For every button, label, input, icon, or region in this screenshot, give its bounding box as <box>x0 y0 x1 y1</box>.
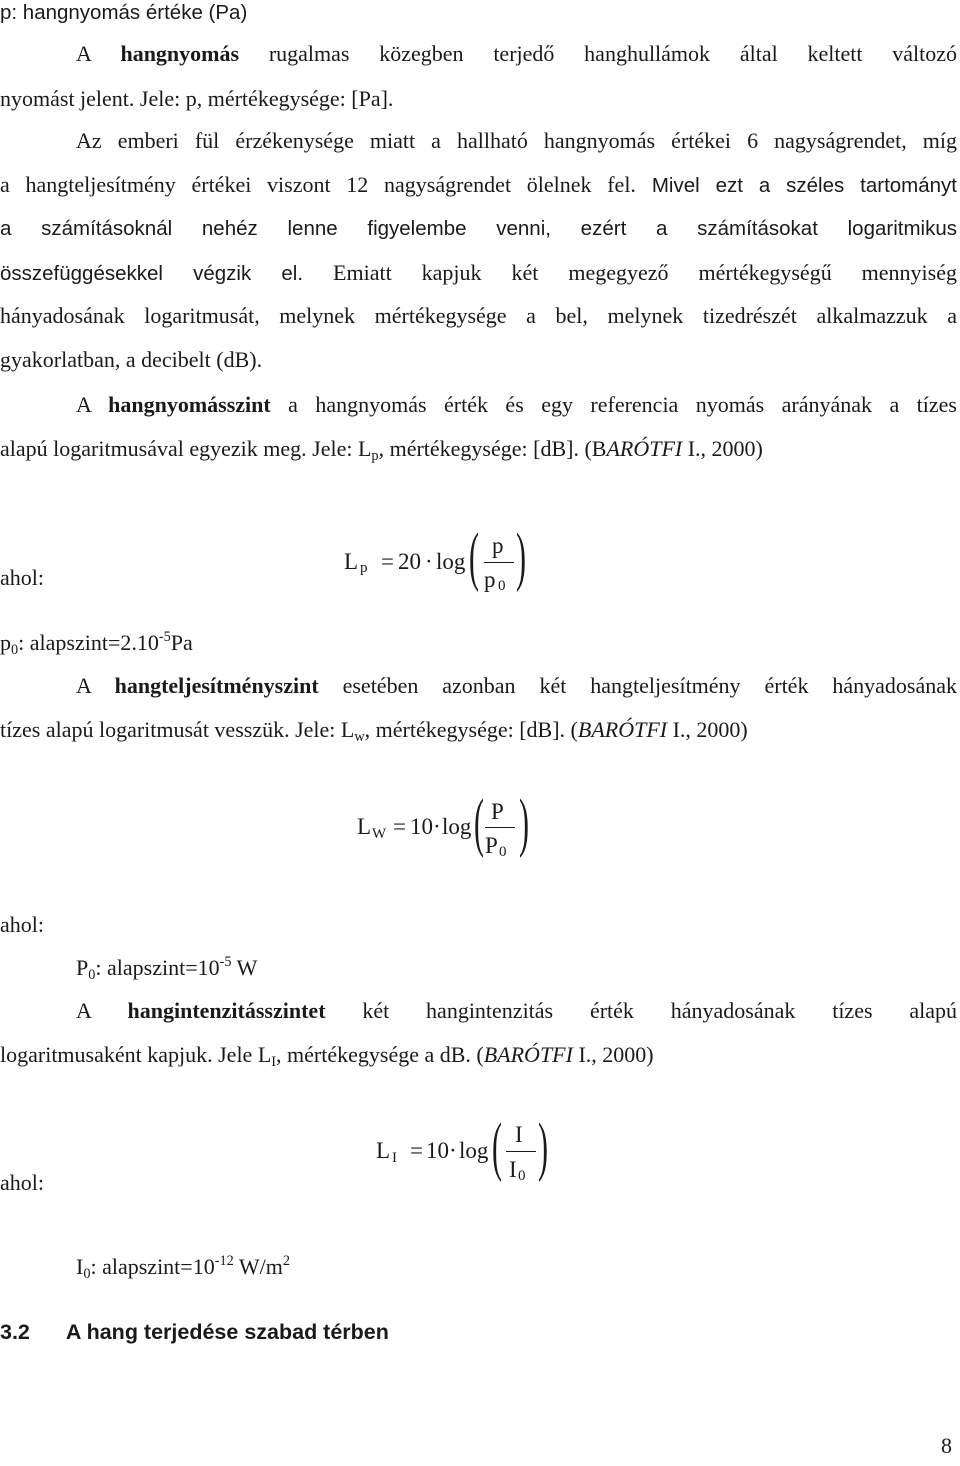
section-heading <box>0 1318 389 1346</box>
p-definition: p: hangnyomás értéke (Pa) <box>0 1 248 24</box>
ahol-label-2: ahol: <box>0 912 44 937</box>
formula3-coef: 10 <box>426 1138 449 1163</box>
formula3-fraction-bar <box>506 1151 536 1152</box>
formula1-fraction-bar <box>484 562 514 563</box>
para-sensitivity-line6: gyakorlatban, a decibelt (dB). <box>0 347 263 372</box>
para-hangnyomasszint-line1: A hangnyomásszint a hangnyomás érték és egy referencia nyomás arányának a tízes <box>76 392 957 417</box>
para-sensitivity-line2: a hangteljesítmény értékei viszont 12 nagyságrendet ölelnek fel. Mivel ezt a széles tartományt <box>0 172 957 197</box>
para-hangintenzitasszint-line2: logaritmusaként kapjuk. Jele $L_I$, mértékegysége a dB. (BARÓTFI I., 2000) <box>0 1042 654 1070</box>
term-hangteljesitmenyszint: hangteljesítményszint <box>114 673 319 698</box>
formula2-coef: 10 <box>410 814 433 839</box>
formula3-L-sub: I <box>392 1150 397 1166</box>
formula1-denominator: p <box>484 567 496 592</box>
p0-definition: $p_0$: $alapszint=2.10^{-5}Pa$ <box>0 629 193 658</box>
para-hangnyomas-line2: nyomást jelent. Jele: p, mértékegysége: [Pa]. <box>0 86 394 111</box>
term-hangnyomas: hangnyomás <box>120 41 240 66</box>
formula2-fraction-bar <box>485 827 515 828</box>
formula1-eq: = <box>381 549 394 574</box>
para-hangnyomasszint-line2: alapú logaritmusával egyezik meg. Jele: $L_p$, mértékegysége: [dB]. (BARÓTFI I., 2000) <box>0 436 763 464</box>
formula2-dot: · <box>433 814 441 839</box>
term-hangnyomasszint: hangnyomásszint <box>108 392 271 417</box>
formula3-left-paren: ( <box>492 1111 502 1184</box>
formula2-eq: = <box>393 814 406 839</box>
para-hangteljesitmenyszint-line1: A hangteljesítményszint esetében azonban két hangteljesítmény érték hányadosának <box>76 673 957 698</box>
para-sensitivity-line4: összefüggésekkel végzik el. Emiatt kapjuk két megegyező mértékegységű mennyiség <box>0 260 957 285</box>
formula2-right-paren: ) <box>519 787 529 860</box>
formula3-denominator-sub: 0 <box>518 1168 526 1184</box>
formula2-L-sub: W <box>372 826 387 842</box>
formula1-dot: · <box>425 549 433 574</box>
formula1-left-paren: ( <box>469 521 479 594</box>
para-sensitivity-line5: hányadosának logaritmusát, melynek mértékegysége a bel, melynek tizedrészét alkalmazzuk a <box>0 303 957 328</box>
formula2-numerator: P <box>491 799 504 824</box>
formula1-denominator-sub: 0 <box>498 578 506 594</box>
formula3-right-paren: ) <box>538 1111 548 1184</box>
para-hangnyomas-line1: A hangnyomás rugalmas közegben terjedő hanghullámok által keltett változó <box>76 41 957 66</box>
formula3-log: log <box>459 1138 489 1163</box>
page-number: 8 <box>941 1433 952 1458</box>
formula1-coef: 20 <box>398 549 421 574</box>
formula1-L: L <box>344 549 359 574</box>
formula3-denominator: I <box>509 1157 517 1182</box>
ahol-label-3: ahol: <box>0 1170 44 1195</box>
formula3-dot: · <box>449 1138 457 1163</box>
formula1-numerator: p <box>492 533 504 558</box>
formula2-left-paren: ( <box>474 787 484 860</box>
ahol-label-1: ahol: <box>0 565 44 590</box>
formula3-L: L <box>376 1138 391 1163</box>
I0-definition: $I_0$: $alapszint=10^{-12}$ $W/m^2$ <box>76 1253 291 1282</box>
formula2-L: L <box>357 814 372 839</box>
formula1-log: log <box>436 549 466 574</box>
P0-definition: $P_0$: $alapszint=10^{-5}$ W <box>76 954 258 983</box>
section-title: A hang terjedése szabad térben <box>65 1320 389 1344</box>
formula2-denominator: P <box>485 833 498 858</box>
para-hangintenzitasszint-line1: A hangintenzitásszintet két hangintenzitás érték hányadosának tízes alapú <box>76 998 957 1023</box>
term-hangintenzitasszint: hangintenzitásszintet <box>127 998 326 1023</box>
formula2-log: log <box>442 814 472 839</box>
formula1-right-paren: ) <box>516 521 526 594</box>
para-hangteljesitmenyszint-line2: tízes alapú logaritmusát vesszük. Jele: $L_w$, mértékegysége: [dB]. (BARÓTFI I., 2000) <box>0 717 748 745</box>
section-number: 3.2 <box>0 1320 30 1344</box>
formula2-denominator-sub: 0 <box>499 844 507 860</box>
formula3-eq: = <box>410 1138 423 1163</box>
formula3-numerator: I <box>515 1122 523 1147</box>
para-sensitivity-line3: a számításoknál nehéz lenne figyelembe venni, ezért a számításokat logaritmikus <box>0 217 957 240</box>
para-sensitivity-line1: Az emberi fül érzékenysége miatt a hallható hangnyomás értékei 6 nagyságrendet, míg <box>76 128 957 153</box>
formula1-L-sub: p <box>360 560 368 576</box>
